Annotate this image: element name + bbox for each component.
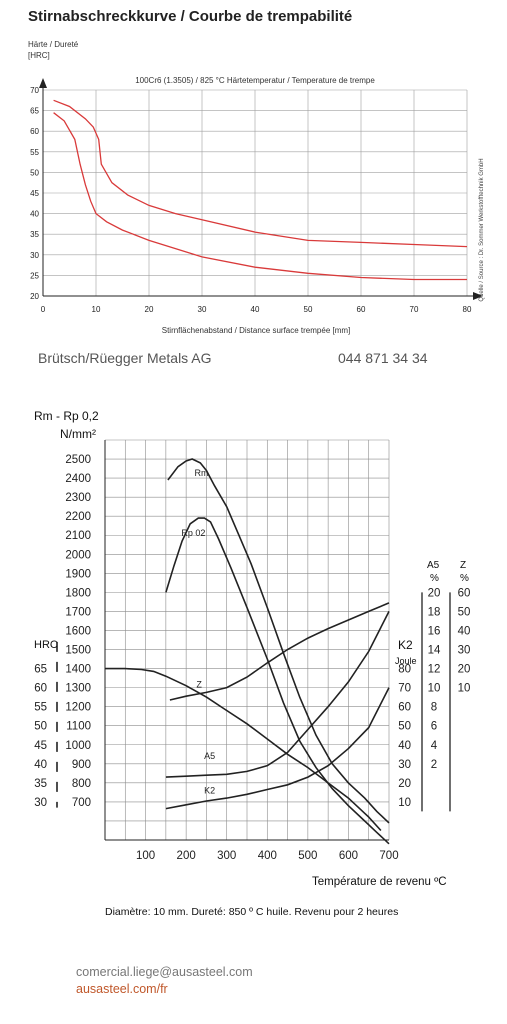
k2-tick-label: 10	[398, 796, 411, 809]
hrc-tick-label: 55	[34, 701, 47, 714]
bottom-ytick-label: 2300	[65, 492, 91, 505]
bottom-ytick-label: 1300	[65, 682, 91, 695]
bottom-xtick-label: 400	[257, 850, 277, 862]
hrc-tick-label: 65	[34, 663, 47, 676]
hrc-tick-label: 30	[34, 796, 47, 809]
top-xtick-label: 30	[197, 305, 207, 314]
tempering-chart	[0, 400, 507, 900]
bottom-chart-xlabel: Température de revenu ºC	[312, 876, 447, 888]
top-ytick-label: 70	[30, 86, 39, 95]
bottom-ytick-label: 1200	[65, 701, 91, 714]
series-line-z	[170, 603, 389, 700]
bottom-ytick-label: 700	[71, 796, 91, 809]
top-ytick-label: 40	[30, 209, 39, 219]
top-xtick-label: 40	[250, 305, 260, 314]
bottom-ytick-label: 2400	[65, 473, 91, 486]
bottom-ytick-label: 1000	[65, 739, 91, 752]
bottom-ytick-label: 2100	[65, 530, 91, 543]
a5-tick-label: 12	[427, 663, 441, 676]
top-ytick-label: 35	[30, 230, 39, 240]
a5-tick-label: 8	[430, 701, 438, 714]
top-chart-title: 100Cr6 (1.3505) / 825 °C Härtetemperatur / Temperature de trempe	[135, 76, 375, 85]
page-title: Stirnabschreckkurve / Courbe de trempabilité	[28, 8, 353, 25]
top-ytick-label: 20	[30, 292, 39, 301]
hrc-tick-label: 50	[34, 720, 47, 733]
series-label-z: Z	[196, 679, 202, 690]
top-series-line-2	[54, 113, 467, 280]
bottom-chart-ylabel: Rm - Rp 0,2	[34, 409, 99, 423]
top-xtick-label: 10	[91, 305, 101, 314]
z-axis-unit: %	[460, 573, 469, 584]
k2-tick-label: 70	[398, 682, 411, 695]
bottom-ytick-label: 1400	[65, 663, 91, 676]
a5-tick-label: 4	[430, 739, 438, 752]
a5-tick-label: 10	[427, 682, 441, 695]
a5-tick-label: 20	[427, 587, 441, 600]
top-ytick-label: 30	[30, 250, 39, 260]
k2-tick-label: 20	[398, 777, 411, 790]
bottom-xtick-label: 600	[338, 850, 359, 862]
bottom-xtick-label: 500	[298, 850, 318, 862]
series-label-a5: A5	[204, 751, 216, 762]
top-y-axis-arrow	[39, 78, 47, 88]
top-ytick-label: 55	[30, 147, 39, 157]
bottom-ytick-label: 1600	[65, 625, 91, 638]
jominy-chart	[0, 60, 507, 345]
top-ytick-label: 60	[30, 127, 39, 137]
bottom-xtick-label: 700	[379, 850, 399, 862]
series-label-rm: Rm	[194, 468, 209, 479]
bottom-xtick-label: 300	[217, 850, 237, 862]
bottom-ytick-label: 1700	[65, 606, 91, 619]
hrc-tick-label: 60	[34, 682, 47, 695]
a5-tick-label: 14	[427, 644, 441, 657]
top-chart-ylabel: Härte / Dureté	[28, 40, 79, 49]
company-name: Brütsch/Rüegger Metals AG	[38, 350, 212, 366]
phone-number: 044 871 34 34	[338, 350, 428, 366]
top-series-line-1	[54, 100, 467, 246]
a5-tick-label: 16	[427, 625, 441, 638]
top-ytick-label: 25	[30, 271, 39, 281]
z-tick-label: 10	[457, 682, 471, 695]
z-tick-label: 30	[457, 644, 471, 657]
z-tick-label: 20	[457, 663, 471, 676]
bottom-ytick-label: 2500	[65, 454, 91, 467]
top-ytick-label: 65	[30, 106, 39, 116]
contact-email[interactable]: comercial.liege@ausasteel.com	[76, 965, 253, 979]
series-label-k2: K2	[204, 785, 216, 796]
top-xtick-label: 80	[462, 305, 472, 314]
k2-tick-label: 80	[398, 663, 411, 676]
z-tick-label: 60	[457, 587, 471, 600]
z-axis-label: Z	[460, 560, 467, 571]
website-link[interactable]: ausasteel.com/fr	[76, 982, 168, 996]
a5-tick-label: 6	[430, 720, 438, 733]
k2-axis-unit: Joule	[395, 656, 417, 666]
a5-tick-label: 2	[430, 758, 438, 771]
k2-tick-label: 30	[398, 758, 411, 771]
a5-tick-label: 18	[427, 606, 441, 619]
bottom-ytick-label: 2000	[65, 549, 91, 562]
top-xtick-label: 70	[409, 305, 419, 314]
k2-tick-label: 60	[398, 701, 411, 714]
hrc-tick-label: 40	[34, 758, 47, 771]
test-conditions-caption: Diamètre: 10 mm. Dureté: 850 º C huile. Revenu pour 2 heures	[105, 906, 399, 918]
top-ytick-label: 45	[30, 189, 39, 198]
hrc-tick-label: 45	[34, 739, 47, 752]
top-chart-ylabel-unit: [HRC]	[28, 51, 50, 60]
z-tick-label: 50	[457, 606, 471, 619]
top-xtick-label: 50	[303, 305, 313, 314]
bottom-ytick-label: 800	[71, 777, 91, 790]
hrc-axis-label: HRC	[34, 639, 58, 651]
top-xtick-label: 0	[40, 305, 46, 314]
bottom-ytick-label: 1800	[65, 587, 91, 600]
bottom-ytick-label: 900	[71, 758, 91, 771]
k2-tick-label: 40	[398, 739, 411, 752]
z-tick-label: 40	[457, 625, 471, 638]
bottom-xtick-label: 100	[135, 850, 156, 862]
bottom-chart-ylabel-unit: N/mm²	[60, 427, 96, 441]
a5-axis-unit: %	[430, 573, 439, 584]
hrc-tick-label: 35	[34, 777, 47, 790]
a5-axis-label: A5	[427, 560, 440, 571]
bottom-ytick-label: 1500	[65, 644, 91, 657]
series-line-rm	[168, 459, 389, 823]
bottom-ytick-label: 2200	[65, 511, 91, 524]
bottom-xtick-label: 200	[176, 850, 196, 862]
top-xtick-label: 60	[356, 305, 366, 314]
top-chart-xlabel: Stirnflächenabstand / Distance surface trempée [mm]	[161, 326, 351, 335]
source-note: Quelle / Source : Dr. Sommer Werkstofftechnik GmbH	[479, 158, 485, 302]
top-xtick-label: 20	[144, 305, 154, 314]
k2-tick-label: 50	[398, 720, 411, 733]
k2-axis-label: K2	[398, 638, 413, 652]
bottom-ytick-label: 1900	[65, 568, 91, 581]
bottom-ytick-label: 1100	[66, 720, 91, 733]
series-label-rp-02: Rp 02	[181, 528, 206, 539]
top-ytick-label: 50	[30, 168, 39, 178]
